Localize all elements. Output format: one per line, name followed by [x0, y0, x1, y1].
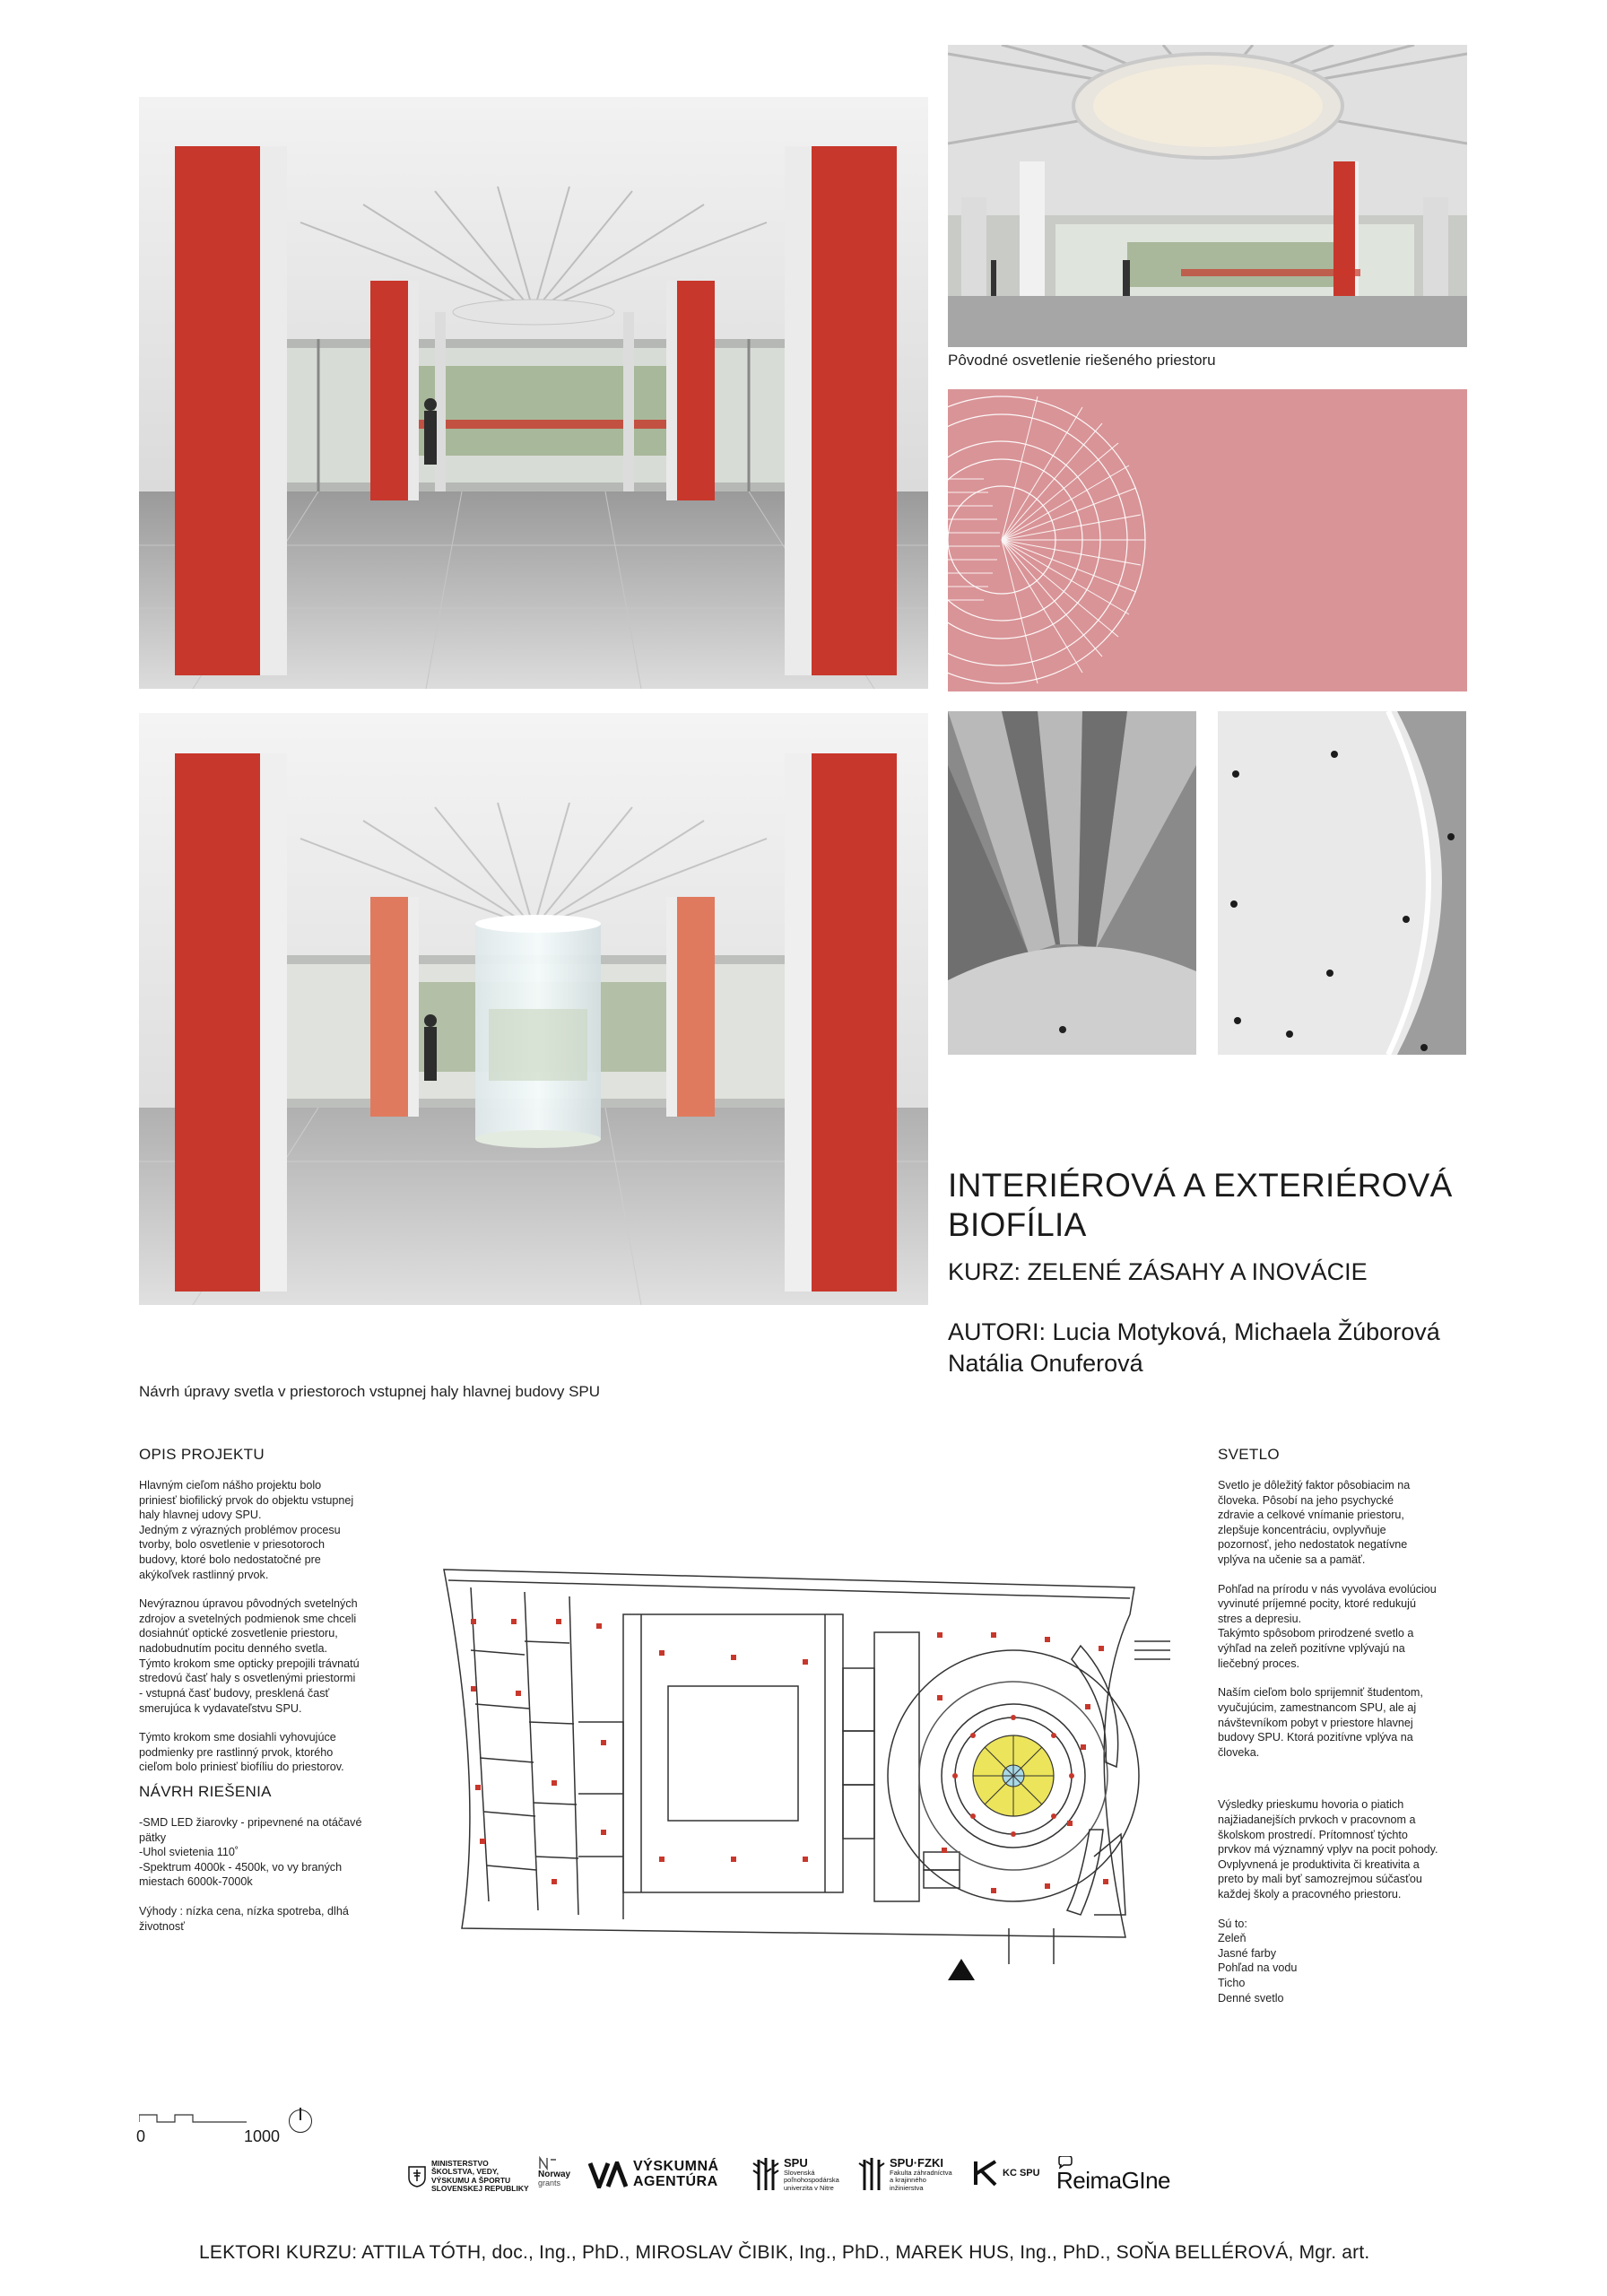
north-arrow-icon	[289, 2109, 312, 2133]
list-item: Ticho	[1218, 1977, 1246, 1990]
floor-plan	[435, 1561, 1170, 1964]
ministry-logo: MINISTERSTVO ŠKOLSTVA, VEDY, VÝSKUMU A ŠPORTU SLOVENSKEJ REPUBLIKY	[408, 2160, 529, 2193]
rotunda-rays	[973, 1735, 1054, 1816]
solution-heading: NÁVRH RIEŠENIA	[139, 1783, 272, 1800]
project-paragraph-3: Týmto krokom sme dosiahli vyhovujúce podmienky pre rastlinný prvok, ktorého cieľom bolo priniesť biofíliu do priestorov.	[139, 1731, 344, 1774]
original-lighting-caption: Pôvodné osvetlenie riešeného priestoru	[948, 352, 1216, 369]
authors	[948, 1317, 1440, 1379]
project-paragraph-1: Hlavným cieľom nášho projektu bolo priniesť biofilický prvok do objektu vstupnej haly hlavnej udovy SPU. Jedným z výrazných problémov procesu tvorby, bolo osvetlenie v priesotoroch budovy, ktoré bolo nedostatočné pre akýkoľvek rastlinný prvok.	[139, 1479, 354, 1581]
light-text	[1218, 1478, 1487, 2020]
norway-grants-logo: Norway grants	[538, 2156, 570, 2187]
slovak-crest-icon	[408, 2166, 426, 2187]
proposal-caption: Návrh úpravy svetla v priestoroch vstupnej haly hlavnej budovy SPU	[139, 1383, 601, 1400]
research-agency-logo: VÝSKUMNÁ AGENTÚRA	[588, 2160, 719, 2190]
light-paragraph-4: Výsledky prieskumu hovoria o piatich najžiadanejších prvkoch v pracovnom a školskom prostredí. Prítomnosť týchto prvkov má významný vplyv na pocit pohody. Ovplyvnená je produktivita či kreativita a preto by mali byť samozrejmou súčasťou každej školy a pracovného priestoru.	[1218, 1798, 1438, 1901]
original-lighting-photo	[948, 45, 1467, 347]
current-hall-photo	[139, 97, 928, 689]
light-paragraph-2: Pohľad na prírodu v nás vyvoláva evolúciou vyvinuté príjemné pocity, ktoré redukujú stres a depresiu. Takýmto spôsobom prirodzené svetlo a výhľad na zeleň pozitívne vplývajú na liečebný proces.	[1218, 1582, 1437, 1670]
list-item: Zeleň	[1218, 1932, 1247, 1945]
kc-spu-logo: KC SPU	[972, 2160, 1040, 2187]
ceiling-ribs-detail-photo	[948, 711, 1196, 1055]
light-paragraph-3: Naším cieľom bolo sprijemniť študentom, vyučujúcim, zamestnancom SPU, ale aj návštevníkom pobyt v priestore hlavnej budovy SPU. Ktorá pozitívne vplýva na človeka.	[1218, 1686, 1423, 1759]
poster-title-line1: INTERIÉROVÁ A EXTERIÉROVÁ	[948, 1167, 1453, 1204]
list-item: Jasné farby	[1218, 1946, 1277, 1960]
list-item: Pohľad na vodu	[1218, 1961, 1298, 1975]
spu-logo: SPU Slovenská poľnohospodárska univerzita v Nitre	[751, 2156, 839, 2192]
project-paragraph-2: Nevýraznou úpravou pôvodných svetelných zdrojov a svetelných podmienok sme chceli dosiahnúť optické zosvetlenie priestoru, nadobudnutím pocitu denného svetla. Týmto krokom sme opticky prepojili trávnatú stredovú časť haly s osvetlenými priestormi - vstupná časť budovy, presklená časť smerujúca k vydavateľstvu SPU.	[139, 1597, 360, 1715]
light-paragraph-1: Svetlo je dôležitý faktor pôsobiacim na človeka. Pôsobí na jeho psychycké zdravie a celkové vnímanie priestoru, zlepšuje koncentráciu, ovplyvňuje pozornosť, jeho nedostatok negatívne vplýva na učenie sa a pamäť.	[1218, 1479, 1411, 1567]
proposal-hall-photo	[139, 713, 928, 1305]
list-item: Denné svetlo	[1218, 1991, 1284, 2005]
solution-specs: -SMD LED žiarovky - pripevnené na otáčavé pätky -Uhol svietenia 110˚ -Spektrum 4000k - 4500k, vo vy braných miestach 6000k-7000k	[139, 1816, 362, 1889]
poster-title	[948, 1166, 1576, 1246]
authors-line2: Natália Onuferová	[948, 1350, 1143, 1378]
light-heading: SVETLO	[1218, 1446, 1280, 1463]
dome-detail-photo	[1218, 711, 1466, 1055]
spu-fzki-logo: SPU·FZKI Fakulta záhradníctva a krajinného inžinierstva	[857, 2156, 952, 2192]
lecturers-line: LEKTORI KURZU: ATTILA TÓTH, doc., Ing., PhD., MIROSLAV ČIBIK, Ing., PhD., MAREK HUS, Ing., PhD., SOŇA BELLÉROVÁ, Mgr. art.	[199, 2242, 1370, 2263]
fzki-wheat-icon	[857, 2156, 886, 2192]
entrance-arrow-icon	[948, 1959, 975, 1980]
project-description-text	[139, 1478, 408, 1789]
scale-end-label: 1000	[244, 2127, 281, 2145]
ceiling-drawing-panel	[948, 389, 1467, 691]
norway-grants-icon	[538, 2156, 558, 2170]
five-elements-list: Sú to: Zeleň Jasné farby Pohľad na vodu Ticho Denné svetlo	[1218, 1917, 1487, 2006]
authors-line1: AUTORI: Lucia Motyková, Michaela Žúborová	[948, 1318, 1440, 1345]
solution-advantages: Výhody : nízka cena, nízka spotreba, dlhá životnosť	[139, 1905, 349, 1933]
agency-va-icon	[588, 2161, 628, 2188]
course-name: KURZ: ZELENÉ ZÁSAHY A INOVÁCIE	[948, 1258, 1368, 1285]
poster-title-line2: BIOFÍLIA	[948, 1206, 1087, 1244]
reimagine-logo: ReimaGIne	[1056, 2156, 1170, 2192]
scale-start-label: 0	[136, 2127, 146, 2145]
kc-spu-icon	[972, 2160, 999, 2187]
project-description-heading: OPIS PROJEKTU	[139, 1446, 265, 1463]
spu-wheat-icon	[751, 2156, 780, 2192]
solution-text	[139, 1815, 408, 1948]
